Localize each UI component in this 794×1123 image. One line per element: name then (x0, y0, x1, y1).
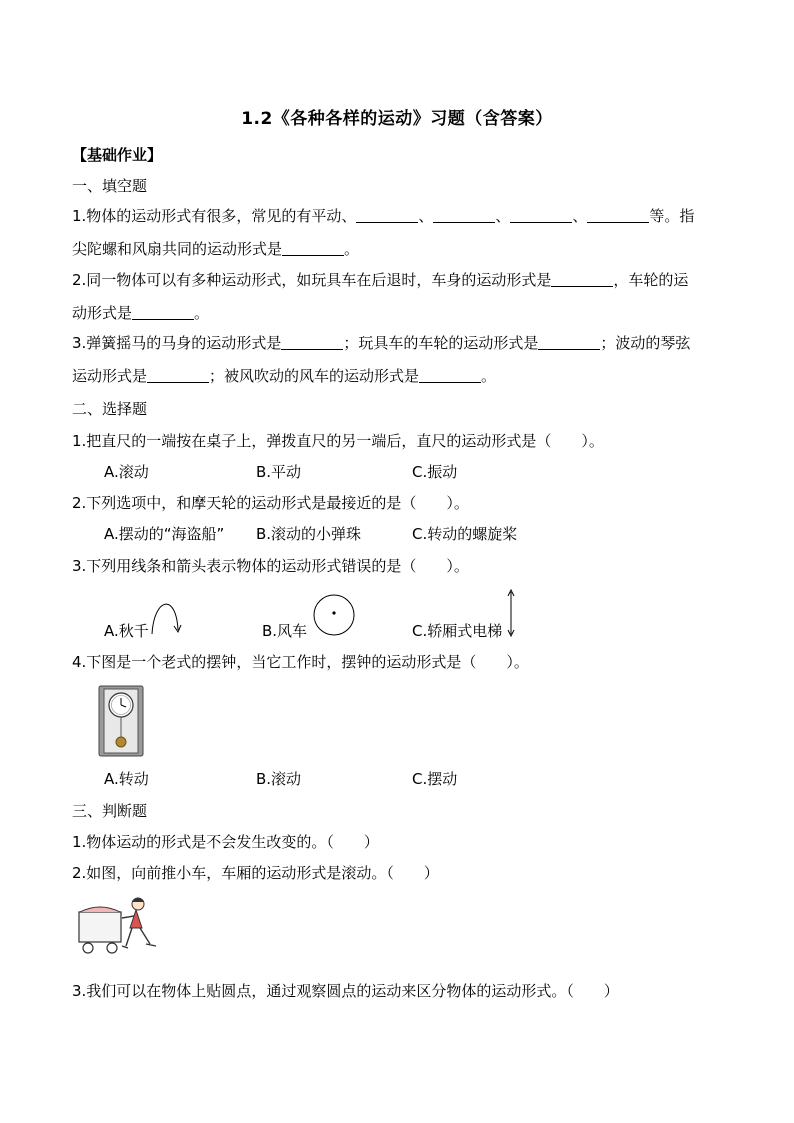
answer-blank[interactable] (281, 334, 343, 350)
option-b[interactable]: B.滚动 (256, 770, 302, 788)
answer-blank[interactable] (419, 367, 481, 383)
option-a[interactable]: A.滚动 (104, 463, 149, 481)
part1-heading: 一、填空题 (72, 177, 148, 195)
fill-question-1: 1.物体的运动形式有很多，常见的有平动、 、 、 、 等。指 尖陀螺和风扇共同的运动形式是 。 (72, 207, 695, 258)
windmill-circle-icon (312, 593, 356, 637)
part2-heading: 二、选择题 (72, 400, 148, 418)
judge-question-1: 1.物体运动的形式是不会发生改变的。（ ） (72, 833, 379, 851)
answer-blank[interactable] (587, 207, 649, 223)
option-c[interactable]: C.转动的螺旋桨 (412, 525, 518, 543)
part3-heading: 三、判断题 (72, 802, 148, 820)
choice-question-4: 4.下图是一个老式的摆钟，当它工作时，摆钟的运动形式是（ ）。 (72, 653, 529, 671)
choice-question-1: 1.把直尺的一端按在桌子上，弹拨直尺的另一端后，直尺的运动形式是（ ）。 (72, 432, 604, 450)
fill-question-2: 2.同一物体可以有多种运动形式，如玩具车在后退时，车身的运动形式是 ，车轮的运 动形式是 。 (72, 271, 689, 322)
option-c[interactable]: C.摆动 (412, 770, 458, 788)
option-c[interactable]: C.轿厢式电梯 (412, 622, 503, 640)
answer-blank[interactable] (356, 207, 418, 223)
child-pushing-cart-icon (76, 894, 162, 960)
answer-blank[interactable] (551, 271, 613, 287)
section-basic-heading: 【基础作业】 (72, 146, 163, 164)
judge-question-2: 2.如图，向前推小车，车厢的运动形式是滚动。（ ） (72, 864, 439, 882)
option-b[interactable]: B.滚动的小弹珠 (256, 525, 362, 543)
option-a[interactable]: A.转动 (104, 770, 149, 788)
swing-arc-arrow-icon (148, 596, 188, 636)
pendulum-clock-icon (98, 685, 144, 757)
answer-blank[interactable] (538, 334, 600, 350)
judge-question-3: 3.我们可以在物体上贴圆点，通过观察圆点的运动来区分物体的运动形式。（ ） (72, 982, 619, 1000)
answer-blank[interactable] (282, 240, 344, 256)
fill-question-3: 3.弹簧摇马的马身的运动形式是 ；玩具车的车轮的运动形式是 ；波动的琴弦 运动形式是 ；被风吹动的风车的运动形式是 。 (72, 334, 691, 385)
option-a[interactable]: A.摆动的“海盗船” (104, 525, 225, 543)
option-a[interactable]: A.秋千 (104, 622, 149, 640)
answer-blank[interactable] (147, 367, 209, 383)
elevator-vertical-arrow-icon (505, 588, 517, 638)
choice-question-2: 2.下列选项中，和摩天轮的运动形式是最接近的是（ ）。 (72, 494, 469, 512)
option-c[interactable]: C.振动 (412, 463, 458, 481)
answer-blank[interactable] (132, 304, 194, 320)
option-b[interactable]: B.平动 (256, 463, 302, 481)
page-title: 1.2《各种各样的运动》习题（含答案） (241, 109, 553, 129)
answer-blank[interactable] (510, 207, 572, 223)
choice-question-3: 3.下列用线条和箭头表示物体的运动形式错误的是（ ）。 (72, 557, 469, 575)
answer-blank[interactable] (433, 207, 495, 223)
option-b[interactable]: B.风车 (262, 622, 308, 640)
